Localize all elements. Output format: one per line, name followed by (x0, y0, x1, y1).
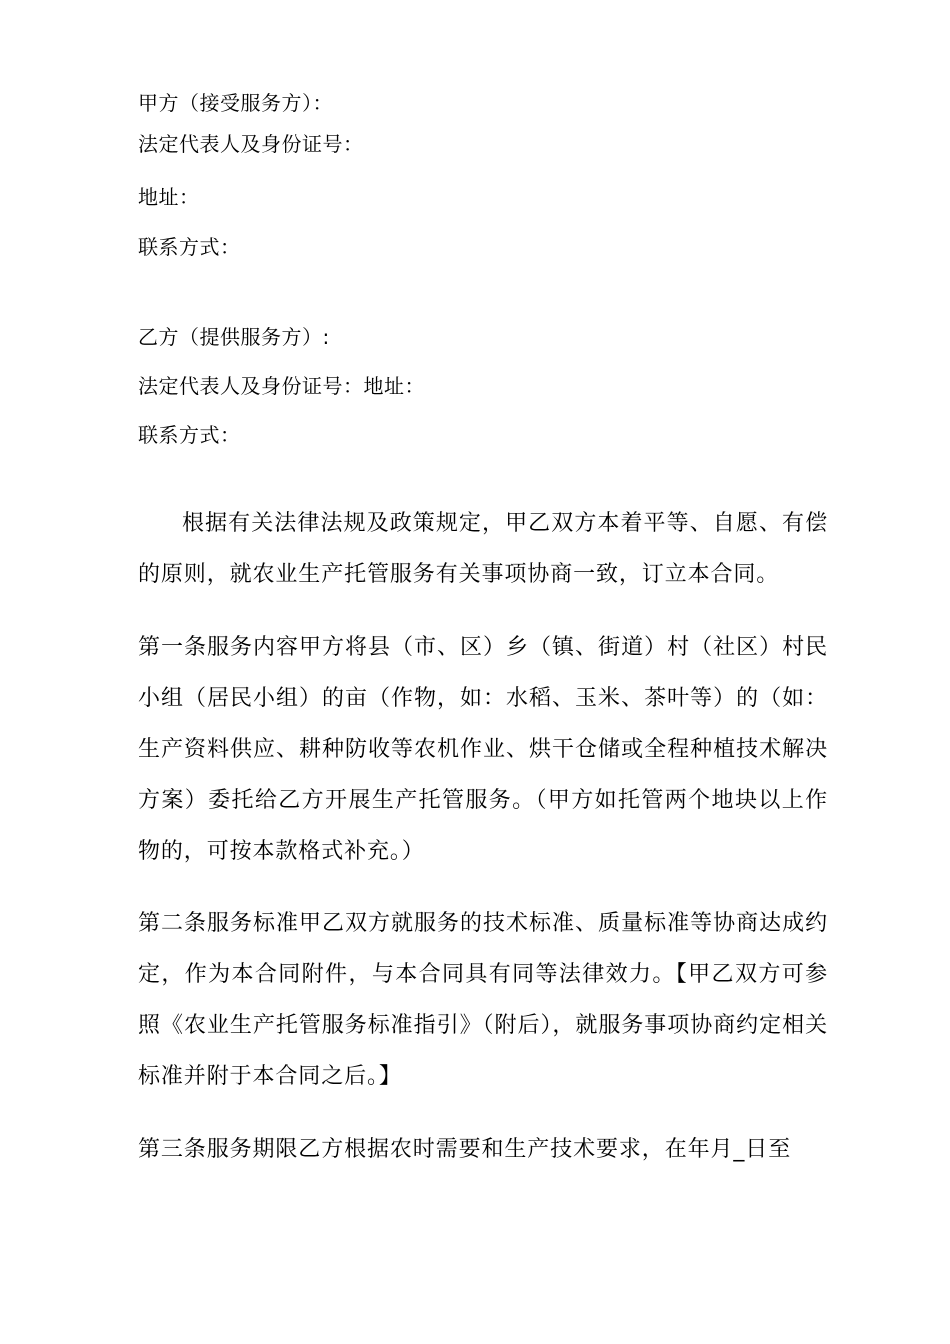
party-a-contact: 联系方式： (138, 235, 241, 259)
article-1-paragraph: 第一条服务内容甲方将县（市、区）乡（镇、街道）村（社区）村民小组（居民小组）的亩（作物，如：水稻、玉米、茶叶等）的（如：生产资料供应、耕种防收等农机作业、烘干仓储或全程种植技术解决方案）委托给乙方开展生产托管服务。（甲方如托管两个地块以上作物的，可按本款格式补充。） (138, 635, 828, 864)
party-b-title: 乙方（提供服务方）: (138, 325, 330, 349)
party-a-address: 地址： (138, 185, 200, 209)
party-b-contact: 联系方式： (138, 423, 241, 447)
article-3-paragraph: 第三条服务期限乙方根据农时需要和生产技术要求，在年月_日至 (138, 1137, 792, 1162)
party-a-title: 甲方（接受服务方）： (138, 91, 333, 115)
party-b-legal-rep-address: 法定代表人及身份证号：地址： (138, 374, 425, 398)
party-a-legal-rep: 法定代表人及身份证号： (138, 132, 364, 156)
preamble-paragraph: 根据有关法律法规及政策规定，甲乙双方本着平等、自愿、有偿的原则，就农业生产托管服务有关事项协商一致，订立本合同。 (138, 511, 828, 587)
article-2-paragraph: 第二条服务标准甲乙双方就服务的技术标准、质量标准等协商达成约定，作为本合同附件，与本合同具有同等法律效力。【甲乙双方可参照《农业生产托管服务标准指引》（附后），就服务事项协商约定相关标准并附于本合同之后。】 (138, 911, 828, 1089)
